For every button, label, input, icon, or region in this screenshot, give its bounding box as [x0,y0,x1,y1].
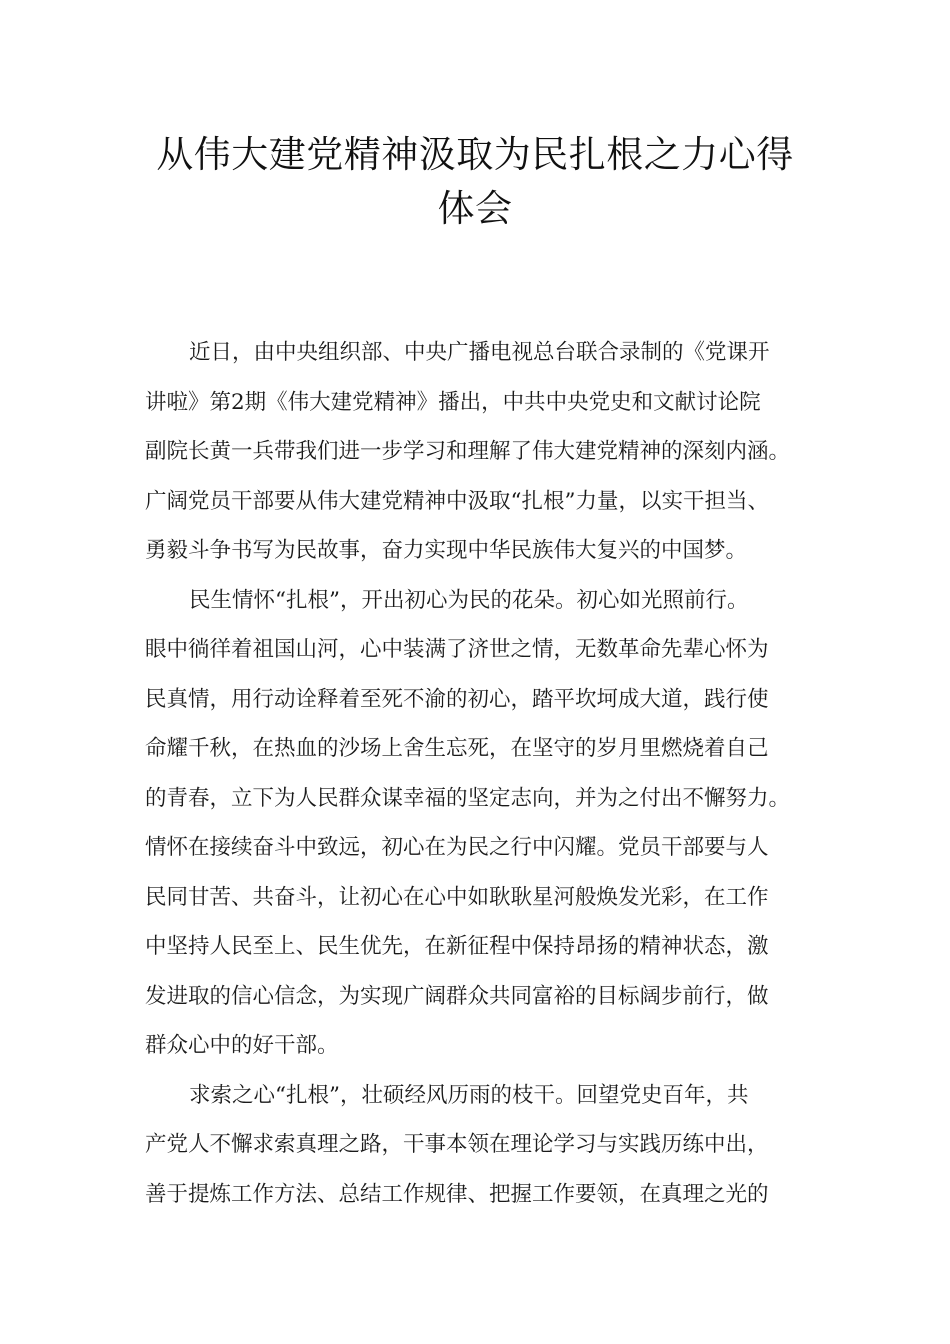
document-body [145,328,825,1219]
paragraph-3 [145,1071,825,1220]
paragraph-line: 民真情，用行动诠释着至死不渝的初心，踏平坎坷成大道，践行使 [145,686,769,712]
document-title [120,128,830,236]
paragraph-line: 中坚持人民至上、民生优先，在新征程中保持昂扬的精神状态，激 [145,934,769,959]
paragraph-line: 民生情怀“扎根”，开出初心为民的花朵。初心如光照前行。 [189,587,749,613]
paragraph-line: 副院长黄一兵带我们进一步学习和理解了伟大建党精神的深刻内涵。 [145,439,791,464]
title-line-2: 体会 [437,187,513,230]
paragraph-line: 发进取的信心信念，为实现广阔群众共同富裕的目标阔步前行，做 [145,983,769,1009]
paragraph-line: 的青春，立下为人民群众谋幸福的坚定志向，并为之付出不懈努力。 [145,785,791,811]
paragraph-line: 情怀在接续奋斗中致远，初心在为民之行中闪耀。党员干部要与人 [145,835,769,860]
paragraph-line: 广阔党员干部要从伟大建党精神中汲取“扎根”力量，以实干担当、 [145,488,769,514]
paragraph-line: 勇毅斗争书写为民故事，奋力实现中华民族伟大复兴的中国梦。 [145,538,748,563]
paragraph-line: 善于提炼工作方法、总结工作规律、把握工作要领，在真理之光的 [145,1181,769,1207]
paragraph-1 [145,328,825,576]
title-line-1: 从伟大建党精神汲取为民扎根之力心得 [156,133,794,176]
paragraph-line: 命耀千秋，在热血的沙场上舍生忘死，在坚守的岁月里燃烧着自己 [145,736,769,761]
paragraph-line: 群众心中的好干部。 [145,1033,339,1058]
paragraph-2 [145,576,825,1071]
paragraph-line: 近日，由中央组织部、中央广播电视总台联合录制的《党课开 [189,340,770,365]
paragraph-line: 讲啦》第2期《伟大建党精神》播出，中共中央党史和文献讨论院 [145,389,761,415]
paragraph-line: 眼中徜徉着祖国山河，心中装满了济世之情，无数革命先辈心怀为 [145,637,769,662]
paragraph-line: 求索之心“扎根”，壮硕经风历雨的枝干。回望党史百年，共 [189,1082,749,1108]
paragraph-line: 民同甘苦、共奋斗，让初心在心中如耿耿星河般焕发光彩，在工作 [145,884,769,910]
paragraph-line: 产党人不懈求索真理之路，干事本领在理论学习与实践历练中出， [145,1132,769,1157]
